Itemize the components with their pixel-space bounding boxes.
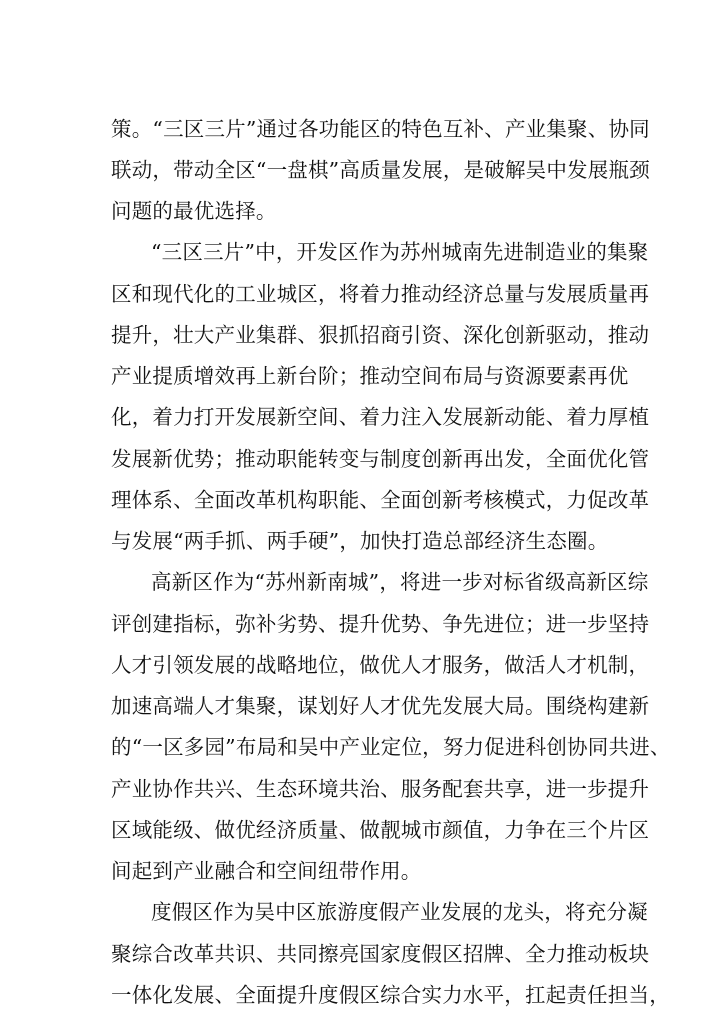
text-line: 发展新优势；推动职能转变与制度创新再出发，全面优化管 bbox=[111, 447, 650, 471]
text-line: 聚综合改革共识、共同擦亮国家度假区招牌、全力推动板块 bbox=[111, 942, 650, 966]
text-line: 区和现代化的工业城区，将着力推动经济总量与发展质量再 bbox=[111, 282, 650, 306]
text-line: 产业协作共兴、生态环境共治、服务配套共享，进一步提升 bbox=[111, 777, 650, 801]
text-line: 理体系、全面改革机构职能、全面创新考核模式，力促改革 bbox=[111, 488, 650, 512]
text-line: 联动，带动全区“一盘棋”高质量发展，是破解吴中发展瓶颈 bbox=[111, 158, 650, 182]
text-line: 评创建指标，弥补劣势、提升优势、争先进位；进一步坚持 bbox=[111, 612, 650, 636]
text-line: 问题的最优选择。 bbox=[111, 199, 277, 223]
paragraph-first-line: “三区三片”中，开发区作为苏州城南先进制造业的集聚 bbox=[151, 240, 649, 264]
paragraph-first-line: 度假区作为吴中区旅游度假产业发展的龙头，将充分凝 bbox=[151, 900, 648, 924]
text-line: 一体化发展、全面提升度假区综合实力水平，扛起责任担当， bbox=[111, 983, 670, 1007]
text-line: 与发展“两手抓、两手硬”，加快打造总部经济生态圈。 bbox=[111, 529, 609, 553]
text-line: 的“一区多园”布局和吴中产业定位，努力促进科创协同共进、 bbox=[111, 735, 671, 759]
text-line: 人才引领发展的战略地位，做优人才服务，做活人才机制， bbox=[111, 653, 650, 677]
text-line: 策。“三区三片”通过各功能区的特色互补、产业集聚、协同 bbox=[111, 117, 650, 141]
text-line: 加速高端人才集聚，谋划好人才优先发展大局。围绕构建新 bbox=[111, 694, 650, 718]
text-line: 提升，壮大产业集群、狠抓招商引资、深化创新驱动，推动 bbox=[111, 323, 650, 347]
text-line: 区域能级、做优经济质量、做靓城市颜值，力争在三个片区 bbox=[111, 818, 650, 842]
text-line: 间起到产业融合和空间纽带作用。 bbox=[111, 859, 422, 883]
text-line: 产业提质增效再上新台阶；推动空间布局与资源要素再优 bbox=[111, 364, 629, 388]
paragraph-first-line: 高新区作为“苏州新南城”，将进一步对标省级高新区综 bbox=[151, 570, 649, 594]
text-line: 化，着力打开发展新空间、着力注入发展新动能、着力厚植 bbox=[111, 405, 650, 429]
